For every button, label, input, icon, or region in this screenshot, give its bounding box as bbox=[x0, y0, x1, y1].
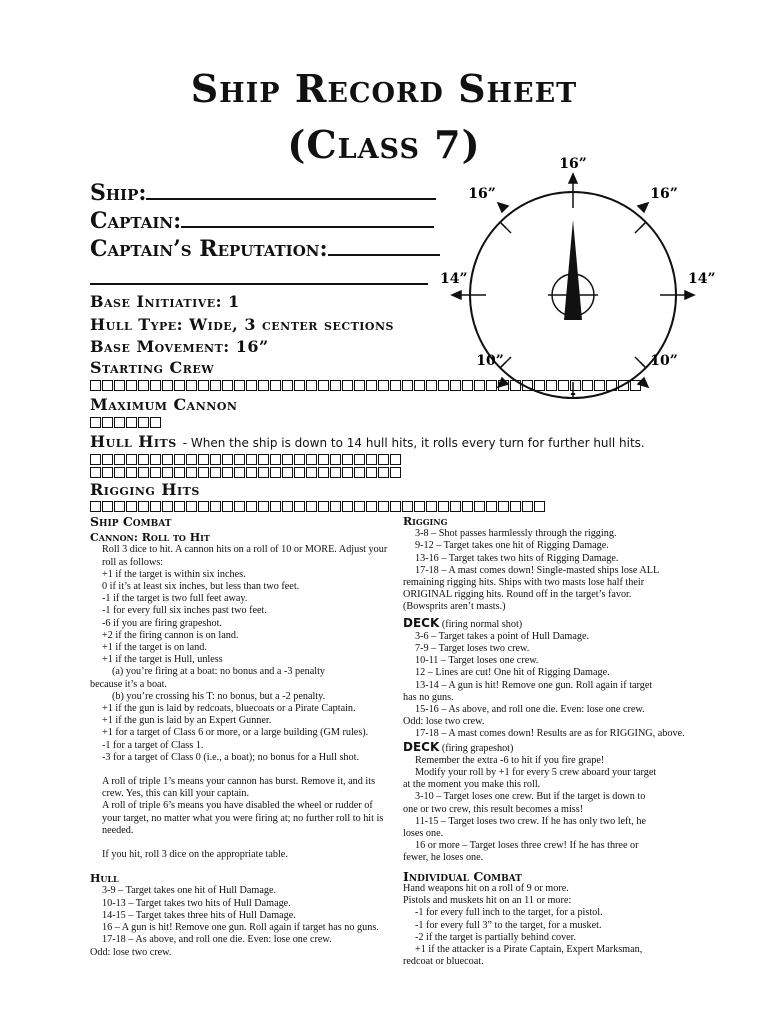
tracking-box[interactable] bbox=[114, 454, 125, 465]
hull-table-row: 16 – A gun is hit! Remove one gun. Roll again if target has no guns. bbox=[102, 922, 379, 934]
grape-line-3b: one or two crew, this result becomes a miss! bbox=[403, 803, 584, 815]
rigging-table-heading: Rigging bbox=[403, 515, 448, 528]
grape-line-3: 3-10 – Target loses one crew. But if the target is down to bbox=[415, 791, 646, 803]
rigging-table-row: 13-16 – Target takes two hits of Rigging Damage. bbox=[415, 552, 619, 564]
compass-label-top: 16” bbox=[559, 156, 587, 172]
tracking-box[interactable] bbox=[114, 417, 125, 428]
ship-input-line[interactable] bbox=[146, 180, 436, 200]
tracking-box[interactable] bbox=[138, 467, 149, 478]
tracking-box[interactable] bbox=[366, 501, 377, 512]
tracking-box[interactable] bbox=[126, 454, 137, 465]
tracking-box[interactable] bbox=[342, 454, 353, 465]
tracking-box[interactable] bbox=[102, 501, 113, 512]
tracking-box[interactable] bbox=[270, 380, 281, 391]
ship-field bbox=[90, 180, 436, 206]
tracking-box[interactable] bbox=[522, 501, 533, 512]
tracking-box[interactable] bbox=[150, 467, 161, 478]
tracking-box[interactable] bbox=[102, 454, 113, 465]
tracking-box[interactable] bbox=[210, 380, 221, 391]
deck-heading bbox=[403, 617, 693, 631]
deck-table-row: 3-6 – Target takes a point of Hull Damage. bbox=[415, 630, 590, 642]
compass-label-right: 14” bbox=[688, 271, 716, 287]
grape-line-5b: fewer, he loses one. bbox=[403, 852, 484, 864]
tracking-box[interactable] bbox=[330, 454, 341, 465]
hull-table-row: 14-15 – Target takes three hits of Hull Damage. bbox=[102, 909, 296, 921]
tracking-box[interactable] bbox=[186, 380, 197, 391]
tracking-box[interactable] bbox=[390, 454, 401, 465]
tracking-box[interactable] bbox=[354, 380, 365, 391]
hull-table-row: 17-18 – As above, and roll one die. Even: lose one crew. bbox=[102, 934, 332, 946]
deck-table-row: 13-14 – A gun is hit! Remove one gun. Roll again if target bbox=[415, 679, 653, 691]
tracking-box[interactable] bbox=[102, 467, 113, 478]
indiv-last: redcoat or bluecoat. bbox=[403, 956, 484, 968]
deck-17-18: 17-18 – A mast comes down! Results are as for RIGGING, above. bbox=[415, 728, 685, 740]
maximum-cannon-boxes bbox=[90, 417, 162, 428]
tracking-box[interactable] bbox=[354, 454, 365, 465]
compass-label-lower-left: 10” bbox=[476, 353, 504, 369]
penalty-a: (a) you’re firing at a boat: no bonus and a -3 penalty bbox=[112, 666, 326, 678]
tracking-box[interactable] bbox=[138, 380, 149, 391]
cannon-intro: Roll 3 dice to hit. A cannon hits on a roll of 10 or MORE. Adjust your roll as follows: bbox=[102, 544, 388, 568]
tracking-box[interactable] bbox=[270, 501, 281, 512]
deck-15-16: 15-16 – As above, and roll one die. Even: lose one crew. bbox=[415, 704, 645, 716]
compass-label-upper-left: 16” bbox=[468, 186, 496, 202]
grape-line-1: Remember the extra -6 to hit if you fire grape! bbox=[415, 754, 605, 766]
tracking-box[interactable] bbox=[138, 417, 149, 428]
tracking-box[interactable] bbox=[318, 467, 329, 478]
to-hit-modifier: +1 if the target is Hull, unless bbox=[102, 654, 223, 666]
to-hit-modifier: 0 if it’s at least six inches, but less than two feet. bbox=[102, 581, 300, 593]
hull-hits-label: Hull Hits bbox=[90, 432, 177, 451]
deck-heading-label: DECK bbox=[403, 615, 440, 630]
individual-modifier: -1 for every full inch to the target, for a pistol. bbox=[415, 907, 603, 919]
tracking-box[interactable] bbox=[138, 501, 149, 512]
tracking-box[interactable] bbox=[222, 454, 233, 465]
rigging-hits-label: Rigging Hits bbox=[90, 480, 200, 499]
deck2-heading-note: (firing grapeshot) bbox=[441, 742, 514, 754]
tracking-box[interactable] bbox=[114, 467, 125, 478]
rigging-table-row: 17-18 – A mast comes down! Single-masted ships lose ALL bbox=[415, 564, 660, 576]
tracking-box[interactable] bbox=[234, 501, 245, 512]
tracking-box[interactable] bbox=[246, 380, 257, 391]
tracking-box[interactable] bbox=[150, 454, 161, 465]
tracking-box[interactable] bbox=[258, 501, 269, 512]
hull-table-heading: Hull bbox=[90, 872, 119, 886]
tracking-box[interactable] bbox=[174, 467, 185, 478]
compass-label-upper-right: 16” bbox=[650, 186, 678, 202]
to-hit-modifier: +2 if the firing cannon is on land. bbox=[102, 629, 239, 641]
individual-modifier: -2 if the target is partially behind cover. bbox=[415, 931, 577, 943]
tracking-box[interactable] bbox=[198, 467, 209, 478]
deck2-heading bbox=[403, 741, 693, 755]
tracking-box[interactable] bbox=[162, 501, 173, 512]
extra-input-line[interactable] bbox=[90, 265, 428, 285]
tracking-box[interactable] bbox=[366, 467, 377, 478]
hull-table-last: Odd: lose two crew. bbox=[90, 946, 172, 958]
tracking-box[interactable] bbox=[198, 454, 209, 465]
tracking-box[interactable] bbox=[186, 454, 197, 465]
tracking-box[interactable] bbox=[510, 501, 521, 512]
tracking-box[interactable] bbox=[378, 467, 389, 478]
tracking-box[interactable] bbox=[414, 501, 425, 512]
hull-hits-boxes-row-1 bbox=[90, 454, 402, 465]
ship-arrow-icon bbox=[564, 220, 582, 320]
rigging-table-row: 3-8 – Shot passes harmlessly through the rigging. bbox=[415, 528, 617, 540]
penalty-b: (b) you’re crossing his T: no bonus, but a -2 penalty. bbox=[112, 690, 326, 702]
compass-label-left: 14” bbox=[440, 271, 468, 287]
tracking-box[interactable] bbox=[474, 501, 485, 512]
tracking-box[interactable] bbox=[426, 380, 437, 391]
deck-cont-1: has no guns. bbox=[403, 691, 454, 703]
individual-modifier: -1 for every full 3” to the target, for a musket. bbox=[415, 919, 602, 931]
tracking-box[interactable] bbox=[354, 467, 365, 478]
tracking-box[interactable] bbox=[102, 417, 113, 428]
to-hit-modifier: +1 if the gun is laid by an Expert Gunner. bbox=[102, 715, 272, 727]
grape-line-4b: loses one. bbox=[403, 828, 444, 840]
tracking-box[interactable] bbox=[246, 467, 257, 478]
rigging-cont: remaining rigging hits. Ships with two masts lose half their ORIGINAL rigging hits. Round off in the target’s favor. bbox=[403, 577, 645, 601]
tracking-box[interactable] bbox=[306, 501, 317, 512]
wheel-rule: A roll of triple 6’s means you have disabled the wheel or rudder of your target, no matter what you were firing at; no further roll to hit is needed. bbox=[102, 800, 384, 836]
tracking-box[interactable] bbox=[126, 501, 137, 512]
indiv-line-2: Pistols and muskets hit on an 11 or more: bbox=[403, 895, 572, 907]
grape-line-2: Modify your roll by +1 for every 5 crew aboard your target bbox=[415, 767, 657, 779]
hull-hits-boxes-row-2 bbox=[90, 467, 402, 478]
tracking-box[interactable] bbox=[246, 501, 257, 512]
tracking-box[interactable] bbox=[258, 454, 269, 465]
tracking-box[interactable] bbox=[462, 501, 473, 512]
to-hit-modifier: +1 if the target is within six inches. bbox=[102, 568, 246, 580]
to-hit-modifier: -3 for a target of Class 0 (i.e., a boat); no bonus for a Hull shot. bbox=[102, 751, 359, 763]
to-hit-modifier: -1 for every full six inches past two feet. bbox=[102, 605, 267, 617]
tracking-box[interactable] bbox=[378, 501, 389, 512]
if-hit-rule: If you hit, roll 3 dice on the appropriate table. bbox=[102, 849, 288, 861]
tracking-box[interactable] bbox=[342, 467, 353, 478]
tracking-box[interactable] bbox=[150, 380, 161, 391]
to-hit-modifier: +1 for a target of Class 6 or more, or a large building (GM rules). bbox=[102, 727, 369, 739]
tracking-box[interactable] bbox=[282, 501, 293, 512]
grape-line-5: 16 or more – Target loses three crew! If he has three or bbox=[415, 840, 639, 852]
tracking-box[interactable] bbox=[186, 467, 197, 478]
reputation-field bbox=[90, 236, 440, 262]
tracking-box[interactable] bbox=[198, 501, 209, 512]
tracking-box[interactable] bbox=[90, 417, 101, 428]
grape-line-2b: at the moment you make this roll. bbox=[403, 779, 541, 791]
tracking-box[interactable] bbox=[498, 501, 509, 512]
ship-label: Ship: bbox=[90, 180, 147, 206]
deck2-heading-label: DECK bbox=[403, 739, 440, 754]
tracking-box[interactable] bbox=[90, 454, 101, 465]
rigging-table-row: 9-12 – Target takes one hit of Rigging Damage. bbox=[415, 540, 609, 552]
tracking-box[interactable] bbox=[318, 501, 329, 512]
tracking-box[interactable] bbox=[102, 380, 113, 391]
tracking-box[interactable] bbox=[378, 380, 389, 391]
tracking-box[interactable] bbox=[330, 501, 341, 512]
tracking-box[interactable] bbox=[294, 467, 305, 478]
captain-input-line[interactable] bbox=[181, 208, 434, 228]
tracking-box[interactable] bbox=[390, 467, 401, 478]
tracking-box[interactable] bbox=[90, 501, 101, 512]
tracking-box[interactable] bbox=[402, 380, 413, 391]
cannon-heading: Cannon: Roll to Hit bbox=[90, 531, 210, 545]
hull-hits-heading bbox=[90, 432, 645, 451]
penalty-a-cont: because it’s a boat. bbox=[90, 678, 167, 690]
tracking-box[interactable] bbox=[234, 380, 245, 391]
tracking-box[interactable] bbox=[366, 454, 377, 465]
compass-label-lower-right: 10” bbox=[650, 353, 678, 369]
rigging-hits-boxes bbox=[90, 501, 546, 512]
tracking-box[interactable] bbox=[390, 501, 401, 512]
to-hit-modifier: -1 if the target is two full feet away. bbox=[102, 593, 248, 605]
tracking-box[interactable] bbox=[210, 454, 221, 465]
tracking-box[interactable] bbox=[210, 501, 221, 512]
hull-type: Hull Type: Wide, 3 center sections bbox=[90, 315, 394, 334]
deck-heading-note: (firing normal shot) bbox=[441, 618, 523, 630]
tracking-box[interactable] bbox=[126, 467, 137, 478]
tracking-box[interactable] bbox=[414, 380, 425, 391]
individual-combat-heading: Individual Combat bbox=[403, 868, 522, 884]
starting-crew-label: Starting Crew bbox=[90, 358, 215, 377]
tracking-box[interactable] bbox=[126, 380, 137, 391]
tracking-box[interactable] bbox=[282, 467, 293, 478]
tracking-box[interactable] bbox=[294, 454, 305, 465]
deck-table-row: 12 – Lines are cut! One hit of Rigging Damage. bbox=[415, 667, 610, 679]
tracking-box[interactable] bbox=[222, 501, 233, 512]
to-hit-modifier: -6 if you are firing grapeshot. bbox=[102, 617, 222, 629]
tracking-box[interactable] bbox=[426, 501, 437, 512]
tracking-box[interactable] bbox=[174, 380, 185, 391]
ship-combat-heading: Ship Combat bbox=[90, 514, 172, 529]
indiv-line-1: Hand weapons hit on a roll of 9 or more. bbox=[403, 882, 569, 894]
hull-table-row: 3-9 – Target takes one hit of Hull Damage. bbox=[102, 885, 277, 897]
tracking-box[interactable] bbox=[150, 501, 161, 512]
burst-rule: A roll of triple 1’s means your cannon has burst. Remove it, and its crew. Yes, this can kill your captain. bbox=[102, 776, 376, 800]
tracking-box[interactable] bbox=[282, 454, 293, 465]
reputation-label: Captain’s Reputation: bbox=[90, 236, 328, 262]
bowsprit-note: (Bowsprits aren’t masts.) bbox=[403, 601, 506, 613]
left-column bbox=[90, 516, 390, 959]
captain-field bbox=[90, 208, 434, 234]
tracking-box[interactable] bbox=[258, 380, 269, 391]
tracking-box[interactable] bbox=[198, 380, 209, 391]
base-movement: Base Movement: 16” bbox=[90, 337, 269, 356]
tracking-box[interactable] bbox=[402, 501, 413, 512]
tracking-box[interactable] bbox=[186, 501, 197, 512]
tracking-box[interactable] bbox=[162, 454, 173, 465]
tracking-box[interactable] bbox=[174, 454, 185, 465]
hull-table-row: 10-13 – Target takes two hits of Hull Damage. bbox=[102, 897, 291, 909]
tracking-box[interactable] bbox=[270, 454, 281, 465]
tracking-box[interactable] bbox=[318, 454, 329, 465]
tracking-box[interactable] bbox=[342, 501, 353, 512]
tracking-box[interactable] bbox=[90, 380, 101, 391]
page-subtitle: (Class 7) bbox=[287, 122, 481, 167]
tracking-box[interactable] bbox=[342, 380, 353, 391]
tracking-box[interactable] bbox=[306, 454, 317, 465]
tracking-box[interactable] bbox=[222, 467, 233, 478]
deck-table-row: 10-11 – Target loses one crew. bbox=[415, 655, 539, 667]
to-hit-modifier: +1 if the target is on land. bbox=[102, 642, 207, 654]
base-initiative: Base Initiative: 1 bbox=[90, 292, 240, 311]
tracking-box[interactable] bbox=[390, 380, 401, 391]
tracking-box[interactable] bbox=[294, 380, 305, 391]
tracking-box[interactable] bbox=[486, 501, 497, 512]
tracking-box[interactable] bbox=[306, 380, 317, 391]
tracking-box[interactable] bbox=[126, 417, 137, 428]
deck-table-row: 7-9 – Target loses two crew. bbox=[415, 643, 530, 655]
tracking-box[interactable] bbox=[330, 467, 341, 478]
tracking-box[interactable] bbox=[282, 380, 293, 391]
tracking-box[interactable] bbox=[306, 467, 317, 478]
maximum-cannon-label: Maximum Cannon bbox=[90, 395, 238, 414]
to-hit-modifier: +1 if the gun is laid by redcoats, bluecoats or a Pirate Captain. bbox=[102, 703, 356, 715]
tracking-box[interactable] bbox=[318, 380, 329, 391]
reputation-input-line[interactable] bbox=[328, 236, 440, 256]
tracking-box[interactable] bbox=[438, 501, 449, 512]
deck-cont-2: Odd: lose two crew. bbox=[403, 716, 485, 728]
tracking-box[interactable] bbox=[174, 501, 185, 512]
tracking-box[interactable] bbox=[162, 467, 173, 478]
hull-hits-note: - When the ship is down to 14 hull hits, it rolls every turn for further hull hits. bbox=[182, 436, 645, 450]
compass-label-bottom: - bbox=[570, 386, 576, 400]
tracking-box[interactable] bbox=[114, 380, 125, 391]
tracking-box[interactable] bbox=[90, 467, 101, 478]
tracking-box[interactable] bbox=[138, 454, 149, 465]
tracking-box[interactable] bbox=[354, 501, 365, 512]
page-title: Ship Record Sheet bbox=[190, 66, 578, 111]
tracking-box[interactable] bbox=[378, 454, 389, 465]
grape-line-4: 11-15 – Target loses two crew. If he has only two left, he bbox=[415, 815, 646, 827]
tracking-box[interactable] bbox=[150, 417, 161, 428]
tracking-box[interactable] bbox=[246, 454, 257, 465]
right-column bbox=[403, 516, 693, 968]
tracking-box[interactable] bbox=[210, 467, 221, 478]
tracking-box[interactable] bbox=[450, 501, 461, 512]
tracking-box[interactable] bbox=[330, 380, 341, 391]
captain-label: Captain: bbox=[90, 208, 182, 234]
movement-compass bbox=[440, 150, 740, 400]
to-hit-modifier: -1 for a target of Class 1. bbox=[102, 739, 204, 751]
tracking-box[interactable] bbox=[234, 454, 245, 465]
tracking-box[interactable] bbox=[234, 467, 245, 478]
individual-modifier: +1 if the attacker is a Pirate Captain, Expert Marksman, bbox=[415, 943, 643, 955]
tracking-box[interactable] bbox=[366, 380, 377, 391]
tracking-box[interactable] bbox=[114, 501, 125, 512]
tracking-box[interactable] bbox=[294, 501, 305, 512]
tracking-box[interactable] bbox=[258, 467, 269, 478]
tracking-box[interactable] bbox=[270, 467, 281, 478]
tracking-box[interactable] bbox=[534, 501, 545, 512]
tracking-box[interactable] bbox=[222, 380, 233, 391]
tracking-box[interactable] bbox=[162, 380, 173, 391]
